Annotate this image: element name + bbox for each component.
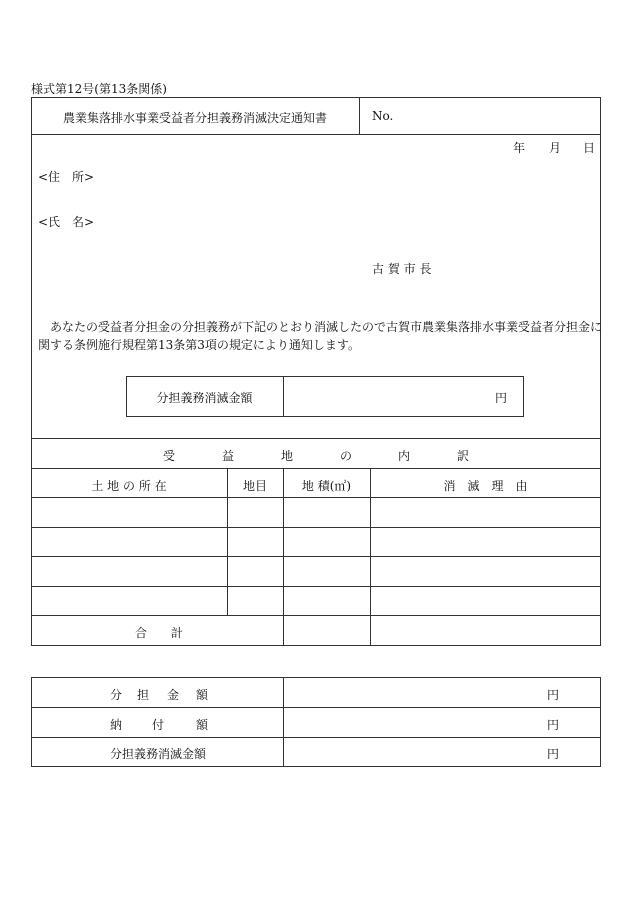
summary-row-divider-2 [31,737,601,738]
breakdown-top-line [31,438,601,439]
title-row-divider [31,134,601,135]
form-number-label: 様式第12号(第13条関係) [31,82,167,96]
extinction-amount-divider [283,376,284,417]
table-row [31,586,601,587]
table-row [31,527,601,528]
column-divider-2 [283,468,284,646]
summary-column-divider [283,677,284,767]
column-divider-1 [227,468,228,615]
column-divider-3 [370,468,371,646]
column-header-location: 土 地 の 所 在 [91,479,167,493]
breakdown-title-char-2: 益 [222,449,235,463]
date-day: 日 [583,141,596,155]
table-header-divider [31,497,601,498]
address-label: <住 所> [38,170,95,184]
summary-char: 額 [196,688,209,702]
main-form-frame [31,97,601,646]
table-row [31,615,601,616]
date-month: 月 [549,141,562,155]
column-header-reason: 消 滅 理 由 [443,479,528,493]
summary-unit-paid: 円 [547,718,560,732]
column-header-area: 地 積(㎡) [301,479,352,493]
date-year: 年 [513,141,526,155]
summary-unit-extinction: 円 [547,747,560,761]
summary-char: 納 [110,718,123,732]
extinction-amount-label: 分担義務消滅金額 [156,391,253,405]
notice-body [38,318,603,354]
summary-row-divider-1 [31,707,601,708]
title-no-divider [359,97,360,134]
issuer-name: 古 賀 市 長 [372,262,432,276]
summary-char: 分 [110,688,123,702]
column-header-category: 地目 [242,479,267,493]
summary-char: 担 [137,688,150,702]
breakdown-title-char-1: 受 [163,449,176,463]
table-row [31,556,601,557]
summary-char: 付 [152,718,165,732]
extinction-amount-unit: 円 [495,391,508,405]
breakdown-title-divider [31,468,601,469]
document-number-label: No. [372,109,394,123]
total-char-1: 合 [135,626,148,640]
summary-char: 金 [167,688,180,702]
total-char-2: 計 [171,626,184,640]
summary-label-extinction-amount: 分担義務消滅金額 [110,747,207,761]
breakdown-title-char-4: の [340,449,353,463]
breakdown-title-char-3: 地 [281,449,294,463]
breakdown-title-char-5: 内 [398,449,411,463]
summary-unit-contribution: 円 [547,688,560,702]
document-title: 農業集落排水事業受益者分担義務消滅決定通知書 [62,111,327,125]
breakdown-title-char-6: 訳 [457,449,470,463]
notice-body-line-2: 関する条例施行規程第13条第3項の規定により通知します。 [38,338,360,352]
summary-char: 額 [196,718,209,732]
notice-body-line-1: あなたの受益者分担金の分担義務が下記のとおり消滅したので古賀市農業集落排水事業受益者分担金に [50,320,603,334]
name-label: <氏 名> [38,215,95,229]
